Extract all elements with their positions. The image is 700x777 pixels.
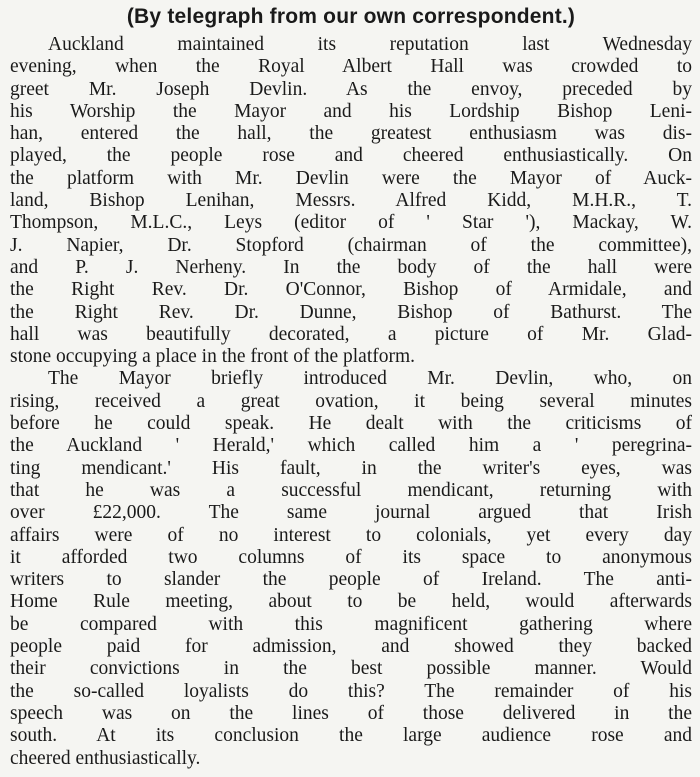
- text-line: people paid for admission, and showed they backed: [10, 636, 692, 658]
- text-line: be compared with this magnificent gathering where: [10, 613, 692, 635]
- text-line: hall was beautifully decorated, a picture of Mr. Glad-: [10, 323, 692, 345]
- text-line: land, Bishop Lenihan, Messrs. Alfred Kidd, M.H.R., T.: [10, 190, 692, 212]
- text-line: han, entered the hall, the greatest enthusiasm was dis-: [10, 123, 692, 145]
- text-line: and P. J. Nerheny. In the body of the hall were: [10, 256, 692, 278]
- text-line: Auckland maintained its reputation last Wednesday: [48, 34, 692, 55]
- text-line: The Mayor briefly introduced Mr. Devlin, who, on: [48, 368, 692, 390]
- text-line: affairs were of no interest to colonials, yet every day: [10, 524, 692, 546]
- text-line: evening, when the Royal Albert Hall was crowded to: [10, 56, 692, 78]
- text-line: J. Napier, Dr. Stopford (chairman of the committee),: [10, 234, 692, 256]
- text-line: cheered enthusiastically.: [10, 747, 201, 769]
- text-line: the Right Rev. Dr. Dunne, Bishop of Bathurst. The: [10, 301, 692, 323]
- text-line: played, the people rose and cheered enthusiastically. On: [10, 145, 692, 167]
- text-line: writers to slander the people of Ireland. The anti-: [10, 569, 692, 591]
- text-line: south. At its conclusion the large audience rose and: [10, 725, 692, 747]
- text-line: their convictions in the best possible manner. Would: [10, 658, 692, 680]
- text-line: greet Mr. Joseph Devlin. As the envoy, preceded by: [10, 78, 692, 100]
- text-line: Thompson, M.L.C., Leys (editor of ' Star '), Mackay, W.: [10, 212, 692, 234]
- text-line: ting mendicant.' His fault, in the writer's eyes, was: [10, 457, 692, 479]
- text-line: Home Rule meeting, about to be held, would afterwards: [10, 591, 692, 613]
- text-line: rising, received a great ovation, it being several minutes: [10, 390, 692, 412]
- text-line: it afforded two columns of its space to anonymous: [10, 546, 692, 568]
- text-line: stone occupying a place in the front of the platform.: [10, 346, 416, 368]
- text-line: speech was on the lines of those delivered in the: [10, 702, 692, 724]
- headline: (By telegraph from our own correspondent.): [126, 5, 576, 28]
- text-line: over £22,000. The same journal argued that Irish: [10, 502, 692, 524]
- text-line: that he was a successful mendicant, returning with: [10, 479, 692, 501]
- text-line: his Worship the Mayor and his Lordship Bishop Leni-: [10, 100, 692, 122]
- text-line: the Right Rev. Dr. O'Connor, Bishop of Armidale, and: [10, 279, 692, 301]
- text-line: the platform with Mr. Devlin were the Mayor of Auck-: [10, 167, 692, 189]
- paragraph-1: [10, 34, 692, 368]
- paragraph-2: [10, 368, 692, 769]
- text-line: the Auckland ' Herald,' which called him a ' peregrina-: [10, 435, 692, 457]
- text-line: the so-called loyalists do this? The remainder of his: [10, 680, 692, 702]
- text-line: before he could speak. He dealt with the criticisms of: [10, 413, 692, 435]
